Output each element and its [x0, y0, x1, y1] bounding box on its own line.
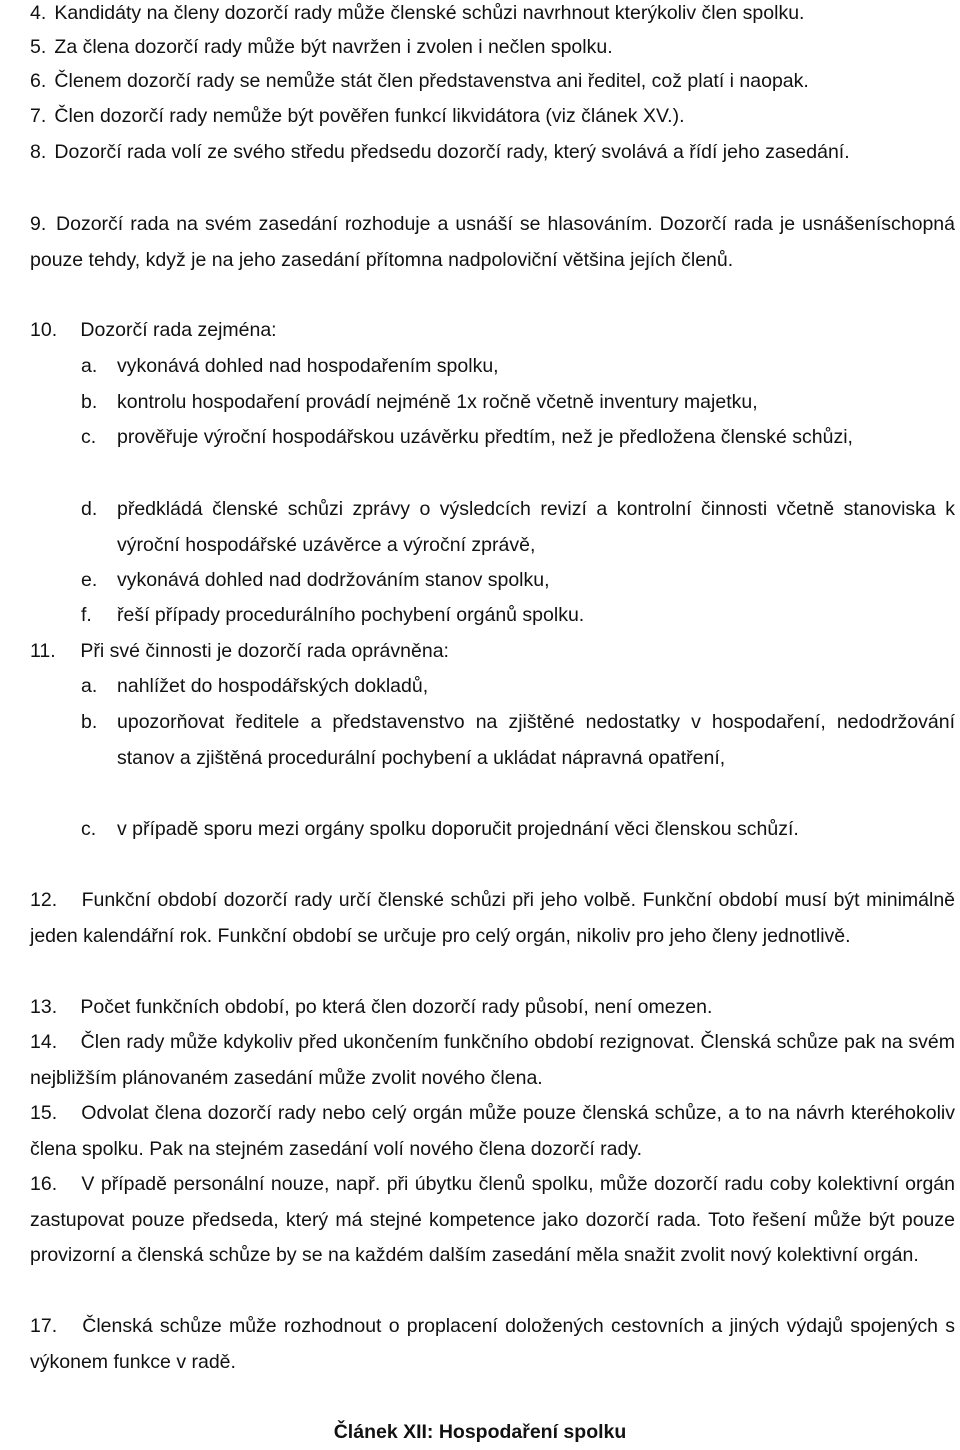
item-number: 16. [30, 1173, 58, 1195]
sub-item-11c [81, 812, 955, 848]
item-number: 7. [30, 105, 47, 127]
item-text: Členská schůze může rozhodnout o proplacení doložených cestovních a jiných výdajů spojených s výkonem funkce v radě. [30, 1315, 955, 1373]
list-item-9 [30, 207, 955, 278]
sub-item-text: nahlížet do hospodářských dokladů, [117, 675, 429, 697]
item-number: 10. [30, 319, 58, 341]
item-number: 8. [30, 141, 47, 163]
item-text: Člen dozorčí rady nemůže být pověřen funkcí likvidátora (viz článek XV.). [54, 105, 685, 127]
sub-item-10b [81, 385, 955, 421]
sub-item-10e [81, 563, 955, 599]
sub-item-11a [81, 669, 955, 705]
item-text: Členem dozorčí rady se nemůže stát člen představenstva ani ředitel, což platí i naopak. [54, 70, 809, 92]
item-number: 12. [30, 889, 58, 911]
item-number: 4. [30, 2, 47, 24]
sub-item-10c [81, 420, 955, 456]
sub-item-10d [81, 492, 955, 563]
sub-item-text: prověřuje výroční hospodářskou uzávěrku předtím, než je předložena členské schůzi, [117, 426, 853, 448]
item-text: Při své činnosti je dozorčí rada oprávněna: [80, 640, 449, 662]
sub-item-letter: f. [81, 604, 92, 626]
sub-item-letter: b. [81, 391, 98, 413]
list-item-10 [30, 313, 955, 349]
item-number: 15. [30, 1102, 58, 1124]
sub-item-10f [81, 598, 955, 634]
list-item-13 [30, 990, 955, 1026]
list-item-15 [30, 1096, 955, 1167]
list-item-14 [30, 1025, 955, 1096]
item-text: Za člena dozorčí rady může být navržen i zvolen i nečlen spolku. [54, 36, 613, 58]
sub-item-letter: a. [81, 675, 98, 697]
sub-item-10a [81, 349, 955, 385]
item-number: 11. [30, 640, 56, 662]
sub-item-text: upozorňovat ředitele a představenstvo na zjištěné nedostatky v hospodaření, nedodržování stanov a zjištěná procedurální pochybení a ukládat nápravná opatření, [117, 711, 955, 769]
sub-item-letter: e. [81, 569, 98, 591]
sub-item-11b [81, 705, 955, 776]
sub-item-letter: c. [81, 818, 97, 840]
item-text: Člen rady může kdykoliv před ukončením funkčního období rezignovat. Členská schůze pak na svém nejbližším plánovaném zasedání může zvolit nového člena. [30, 1031, 955, 1089]
item-number: 17. [30, 1315, 58, 1337]
item-number: 13. [30, 996, 58, 1018]
item-text: Dozorčí rada zejména: [80, 319, 277, 341]
sub-item-letter: b. [81, 711, 98, 733]
list-item-12 [30, 883, 955, 954]
list-item-6 [30, 64, 955, 100]
list-item-8 [30, 135, 955, 171]
sub-item-text: řeší případy procedurálního pochybení orgánů spolku. [117, 604, 585, 626]
item-text: V případě personální nouze, např. při úbytku členů spolku, může dozorčí radu coby kolektivní orgán zastupovat pouze předseda, který má stejné kompetence jako dozorčí rada. Toto řešení může být pouze provizorní a členská schůze by se na každém dalším zasedání měla snažit zvolit nový kolektivní orgán. [30, 1173, 955, 1267]
list-item-7 [30, 99, 955, 135]
item-number: 5. [30, 36, 47, 58]
list-item-5 [30, 30, 955, 66]
sub-item-text: vykonává dohled nad hospodařením spolku, [117, 355, 499, 377]
list-item-17 [30, 1309, 955, 1380]
sub-item-text: předkládá členské schůzi zprávy o výsledcích revizí a kontrolní činnosti včetně stanoviska k výroční hospodářské uzávěrce a výroční zprávě, [117, 498, 955, 556]
sub-item-text: v případě sporu mezi orgány spolku doporučit projednání věci členskou schůzí. [117, 818, 799, 840]
item-text: Počet funkčních období, po která člen dozorčí rady působí, není omezen. [80, 996, 713, 1018]
sub-item-letter: d. [81, 498, 98, 520]
item-number: 14. [30, 1031, 58, 1053]
item-text: Kandidáty na členy dozorčí rady může členské schůzi navrhnout kterýkoliv člen spolku. [54, 2, 805, 24]
list-item-4 [30, 0, 955, 32]
sub-item-text: vykonává dohled nad dodržováním stanov spolku, [117, 569, 550, 591]
item-text: Dozorčí rada volí ze svého středu předsedu dozorčí rady, který svolává a řídí jeho zasedání. [54, 141, 850, 163]
item-text: Funkční období dozorčí rady určí členské schůzi při jeho volbě. Funkční období musí být minimálně jeden kalendářní rok. Funkční období se určuje pro celý orgán, nikoliv pro jeho členy jednotlivě. [30, 889, 956, 947]
item-number: 6. [30, 70, 47, 92]
list-item-16 [30, 1167, 955, 1274]
section-heading: Článek XII: Hospodaření spolku [333, 1421, 627, 1443]
item-text: Odvolat člena dozorčí rady nebo celý orgán může pouze členská schůze, a to na návrh kteréhokoliv člena spolku. Pak na stejném zasedání volí nového člena dozorčí rady. [30, 1102, 955, 1160]
sub-item-letter: c. [81, 426, 97, 448]
item-number: 9. [30, 213, 47, 235]
item-text: Dozorčí rada na svém zasedání rozhoduje a usnáší se hlasováním. Dozorčí rada je usnášeníschopná pouze tehdy, když je na jeho zasedání přítomna nadpoloviční většina jejích členů. [30, 213, 955, 271]
sub-item-letter: a. [81, 355, 98, 377]
list-item-11 [30, 634, 955, 670]
sub-item-text: kontrolu hospodaření provádí nejméně 1x ročně včetně inventury majetku, [117, 391, 758, 413]
